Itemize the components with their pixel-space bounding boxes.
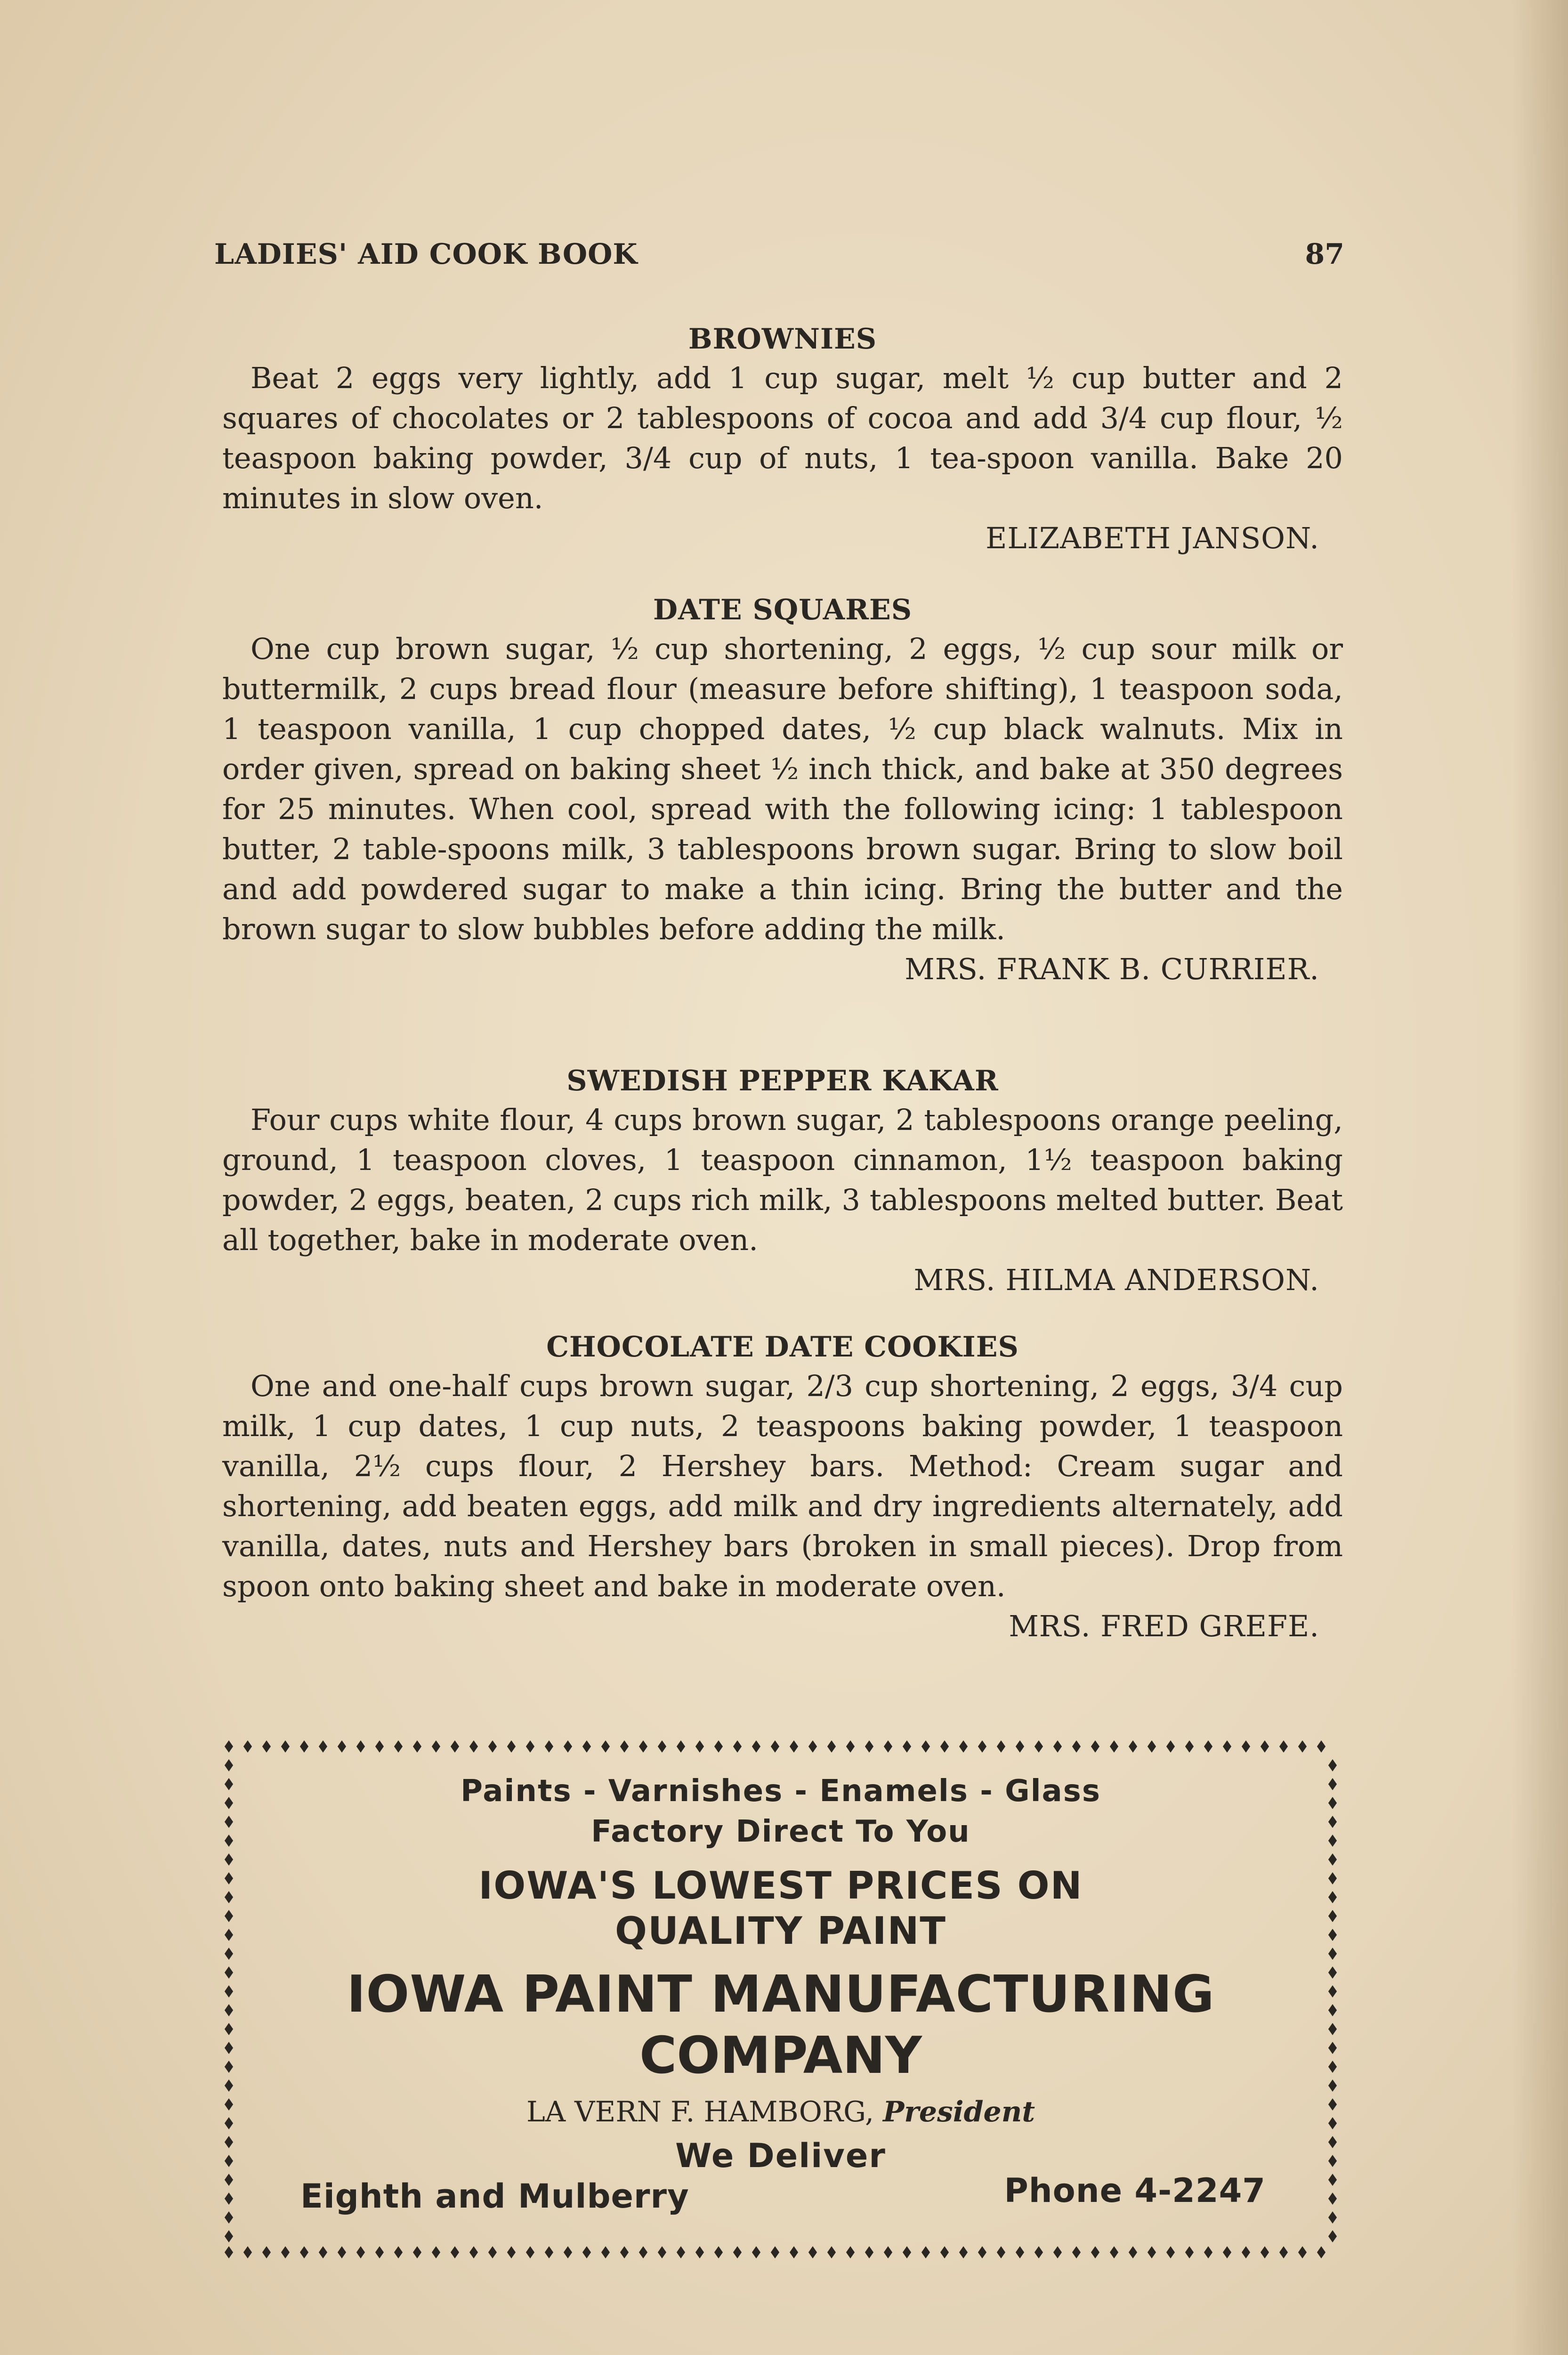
border-diamond <box>1328 2098 1337 2111</box>
recipe-author: MRS. FRED GREFE. <box>1009 1609 1319 1643</box>
border-diamond <box>1072 1740 1081 1753</box>
border-diamond <box>582 1740 591 1753</box>
border-diamond <box>959 1740 968 1753</box>
border-diamond <box>997 2246 1005 2258</box>
ad-deliver: We Deliver <box>675 2136 886 2175</box>
border-diamond <box>865 2246 873 2258</box>
border-diamond <box>1279 2246 1288 2258</box>
border-diamond <box>1328 1872 1337 1884</box>
border-diamond <box>488 1740 497 1753</box>
border-diamond <box>658 2246 666 2258</box>
border-diamond <box>695 2246 704 2258</box>
border-diamond <box>1328 2117 1337 2129</box>
border-diamond <box>582 2246 591 2258</box>
recipe-body: One cup brown sugar, ½ cup shortening, 2 eggs, ½ cup sour milk or buttermilk, 2 cups bread flour (measure before shifting), 1 teaspoon soda, 1 teaspoon vanilla, 1 cup chopped dates, ½ cup black walnuts. Mix in order given, spread on baking sheet ½ inch thick, and bake at 350 degrees for 25 minutes. When cool, spread with the following icing: 1 tablespoon butter, 2 table-spoons milk, 3 tablespoons brown sugar. Bring to slow boil and add powdered sugar to make a thin icing. Bring the butter and the brown sugar to slow bubbles before adding the milk. <box>222 632 1343 946</box>
border-diamond <box>225 2246 233 2258</box>
border-diamond <box>225 1853 233 1866</box>
recipe-brownies <box>222 320 1343 558</box>
ad-president-role: President <box>883 2095 1035 2128</box>
border-diamond <box>507 1740 516 1753</box>
border-diamond <box>601 1740 610 1753</box>
border-diamond <box>432 2246 440 2258</box>
ad-contact-row <box>249 2171 1313 2224</box>
border-diamond <box>978 1740 986 1753</box>
border-diamond <box>677 1740 685 1753</box>
border-diamond <box>1279 1740 1288 1753</box>
border-diamond <box>243 2246 252 2258</box>
border-diamond <box>1328 1759 1337 1771</box>
recipe-body: Four cups white flour, 4 cups brown sugar, 2 tablespoons orange peeling, ground, 1 teaspoon cloves, 1 teaspoon cinnamon, 1½ teaspoon baking powder, 2 eggs, beaten, 2 cups rich milk, 3 tablespoons melted butter. Beat all together, bake in moderate oven. <box>222 1103 1343 1257</box>
border-diamond <box>413 1740 421 1753</box>
border-diamond <box>1148 1740 1156 1753</box>
border-diamond <box>695 1740 704 1753</box>
border-diamond <box>1053 1740 1062 1753</box>
border-diamond <box>827 2246 836 2258</box>
border-diamond <box>752 1740 760 1753</box>
border-diamond <box>1242 2246 1250 2258</box>
border-diamond <box>1016 1740 1024 1753</box>
border-diamond <box>564 1740 572 1753</box>
border-diamond <box>225 2174 233 2186</box>
border-diamond <box>225 2155 233 2167</box>
border-diamond <box>658 1740 666 1753</box>
border-diamond <box>1035 1740 1043 1753</box>
recipe-author: MRS. HILMA ANDERSON. <box>913 1263 1319 1297</box>
border-diamond <box>1328 2023 1337 2035</box>
border-diamond <box>1328 2042 1337 2054</box>
border-diamond <box>394 1740 403 1753</box>
border-diamond <box>1148 2246 1156 2258</box>
border-diamond <box>884 2246 892 2258</box>
border-diamond <box>1317 1740 1326 1753</box>
recipe-body: Beat 2 eggs very lightly, add 1 cup sugar, melt ½ cup butter and 2 squares of chocolates or 2 tablespoons of cocoa and add 3/4 cup flour, ½ teaspoon baking powder, 3/4 cup of nuts, 1 tea-spoon vanilla. Bake 20 minutes in slow oven. <box>222 361 1343 515</box>
border-diamond <box>225 1966 233 1979</box>
border-diamond <box>1328 2230 1337 2242</box>
border-diamond <box>1328 1891 1337 1903</box>
border-diamond <box>375 1740 384 1753</box>
border-diamond <box>1110 2246 1118 2258</box>
border-diamond <box>808 1740 817 1753</box>
ad-quality-line: QUALITY PAINT <box>614 1909 946 1953</box>
border-diamond <box>921 2246 930 2258</box>
border-diamond <box>884 1740 892 1753</box>
border-diamond <box>639 1740 647 1753</box>
border-diamond <box>639 2246 647 2258</box>
border-diamond <box>1328 2079 1337 2092</box>
border-diamond <box>620 1740 629 1753</box>
border-diamond <box>225 1910 233 1922</box>
border-diamond <box>225 2136 233 2148</box>
border-diamond <box>714 2246 723 2258</box>
recipe-chocolate-date-cookies <box>222 1328 1343 1646</box>
recipe-title: SWEDISH PEPPER KAKAR <box>566 1064 999 1097</box>
border-diamond <box>319 1740 327 1753</box>
border-diamond <box>1129 1740 1137 1753</box>
border-diamond <box>225 2061 233 2073</box>
recipe-title: BROWNIES <box>688 323 877 356</box>
border-diamond <box>733 2246 742 2258</box>
border-diamond <box>356 2246 365 2258</box>
border-diamond <box>1328 1853 1337 1866</box>
border-diamond <box>1328 2004 1337 2016</box>
border-diamond <box>469 2246 478 2258</box>
recipe-swedish-pepper-kakar <box>222 1062 1343 1300</box>
advertisement-box <box>220 1738 1341 2261</box>
book-title: LADIES' AID COOK BOOK <box>214 238 638 271</box>
border-diamond <box>601 2246 610 2258</box>
border-diamond <box>1328 1816 1337 1828</box>
recipe-author: MRS. FRANK B. CURRIER. <box>905 952 1319 986</box>
recipe-author: ELIZABETH JANSON. <box>986 521 1319 555</box>
border-diamond <box>225 2193 233 2205</box>
border-diamond <box>1328 1910 1337 1922</box>
ad-address: Eighth and Mulberry <box>300 2177 689 2216</box>
border-diamond <box>225 2042 233 2054</box>
border-diamond <box>225 2098 233 2111</box>
border-diamond <box>921 1740 930 1753</box>
ad-president-name: LA VERN F. HAMBORG, <box>526 2095 874 2128</box>
border-diamond <box>1016 2246 1024 2258</box>
border-diamond <box>564 2246 572 2258</box>
border-diamond <box>225 2023 233 2035</box>
border-diamond <box>752 2246 760 2258</box>
border-diamond <box>1261 1740 1269 1753</box>
border-diamond <box>1223 1740 1231 1753</box>
border-diamond <box>1185 2246 1194 2258</box>
border-diamond <box>620 2246 629 2258</box>
border-diamond <box>1328 2193 1337 2205</box>
border-diamond <box>225 2211 233 2224</box>
border-diamond <box>451 1740 459 1753</box>
border-diamond <box>545 2246 553 2258</box>
border-diamond <box>225 2079 233 2092</box>
page-number: 87 <box>1305 238 1344 271</box>
border-diamond <box>300 1740 308 1753</box>
border-diamond <box>1328 2211 1337 2224</box>
border-diamond <box>356 1740 365 1753</box>
border-diamond <box>1328 2155 1337 2167</box>
border-diamond <box>300 2246 308 2258</box>
border-diamond <box>1053 2246 1062 2258</box>
recipe-title: DATE SQUARES <box>653 593 913 626</box>
border-diamond <box>1204 2246 1212 2258</box>
ad-products-line: Paints - Varnishes - Enamels - Glass <box>461 1774 1101 1809</box>
border-diamond <box>225 1948 233 1960</box>
ad-company-name-2: COMPANY <box>639 2026 922 2085</box>
border-diamond <box>903 2246 911 2258</box>
advertisement-content <box>249 1771 1313 2242</box>
border-diamond <box>451 2246 459 2258</box>
border-diamond <box>225 1797 233 1809</box>
border-diamond <box>1166 1740 1175 1753</box>
border-diamond <box>225 1740 233 1753</box>
border-diamond <box>1328 1835 1337 1847</box>
border-diamond <box>1298 1740 1307 1753</box>
border-diamond <box>1129 2246 1137 2258</box>
border-diamond <box>225 1759 233 1771</box>
border-diamond <box>1328 1797 1337 1809</box>
border-diamond <box>865 1740 873 1753</box>
border-diamond <box>808 2246 817 2258</box>
border-diamond <box>1328 1778 1337 1790</box>
border-diamond <box>733 1740 742 1753</box>
border-diamond <box>526 1740 534 1753</box>
border-diamond <box>507 2246 516 2258</box>
border-diamond <box>677 2246 685 2258</box>
border-diamond <box>319 2246 327 2258</box>
ad-president <box>249 2089 1313 2135</box>
border-diamond <box>940 2246 949 2258</box>
border-diamond <box>338 2246 346 2258</box>
border-diamond <box>790 2246 798 2258</box>
border-diamond <box>1185 1740 1194 1753</box>
border-diamond <box>997 1740 1005 1753</box>
border-diamond <box>1328 1948 1337 1960</box>
border-diamond <box>1166 2246 1175 2258</box>
border-diamond <box>262 1740 271 1753</box>
page-edge-shadow <box>1511 0 1568 2355</box>
border-diamond <box>281 1740 290 1753</box>
border-diamond <box>1328 2174 1337 2186</box>
border-diamond <box>225 1891 233 1903</box>
border-diamond <box>281 2246 290 2258</box>
border-diamond <box>1091 2246 1099 2258</box>
border-diamond <box>225 2004 233 2016</box>
border-diamond <box>243 1740 252 1753</box>
border-diamond <box>771 1740 779 1753</box>
border-diamond <box>846 2246 855 2258</box>
border-diamond <box>1091 1740 1099 1753</box>
border-diamond <box>1261 2246 1269 2258</box>
border-diamond <box>903 1740 911 1753</box>
border-diamond <box>1328 1929 1337 1941</box>
border-diamond <box>940 1740 949 1753</box>
border-diamond <box>394 2246 403 2258</box>
border-diamond <box>225 1985 233 1998</box>
border-diamond <box>1110 1740 1118 1753</box>
border-diamond <box>1328 1966 1337 1979</box>
border-diamond <box>790 1740 798 1753</box>
border-diamond <box>545 1740 553 1753</box>
border-diamond <box>225 1816 233 1828</box>
border-diamond <box>1317 2246 1326 2258</box>
border-diamond <box>375 2246 384 2258</box>
recipe-body: One and one-half cups brown sugar, 2/3 cup shortening, 2 eggs, 3/4 cup milk, 1 cup dates, 1 cup nuts, 2 teaspoons baking powder, 1 teaspoon vanilla, 2½ cups flour, 2 Hershey bars. Method: Cream sugar and shortening, add beaten eggs, add milk and dry ingredients alternately, add vanilla, dates, nuts and Hershey bars (broken in small pieces). Drop from spoon onto baking sheet and bake in moderate oven. <box>222 1369 1343 1603</box>
border-diamond <box>1035 2246 1043 2258</box>
recipe-date-squares <box>222 591 1343 989</box>
border-diamond <box>1072 2246 1081 2258</box>
border-diamond <box>827 1740 836 1753</box>
border-diamond <box>225 2117 233 2129</box>
running-head <box>214 238 1344 276</box>
border-diamond <box>225 1835 233 1847</box>
border-diamond <box>1328 2136 1337 2148</box>
border-diamond <box>225 1929 233 1941</box>
border-diamond <box>225 2230 233 2242</box>
border-diamond <box>413 2246 421 2258</box>
border-diamond <box>1298 2246 1307 2258</box>
border-diamond <box>469 1740 478 1753</box>
ad-prices-line: IOWA'S LOWEST PRICES ON <box>478 1864 1083 1908</box>
border-diamond <box>1223 2246 1231 2258</box>
border-diamond <box>714 1740 723 1753</box>
border-diamond <box>1242 1740 1250 1753</box>
ad-company-name: IOWA PAINT MANUFACTURING <box>347 1965 1215 2024</box>
border-diamond <box>262 2246 271 2258</box>
ad-factory-line: Factory Direct To You <box>591 1814 970 1849</box>
border-diamond <box>846 1740 855 1753</box>
border-diamond <box>526 2246 534 2258</box>
border-diamond <box>488 2246 497 2258</box>
border-diamond <box>225 1778 233 1790</box>
recipe-title: CHOCOLATE DATE COOKIES <box>546 1331 1019 1364</box>
border-diamond <box>1204 1740 1212 1753</box>
ad-phone: Phone 4-2247 <box>1004 2171 1266 2210</box>
border-diamond <box>1328 2061 1337 2073</box>
border-diamond <box>771 2246 779 2258</box>
border-diamond <box>338 1740 346 1753</box>
border-diamond <box>978 2246 986 2258</box>
border-diamond <box>432 1740 440 1753</box>
border-diamond <box>1328 1985 1337 1998</box>
border-diamond <box>959 2246 968 2258</box>
border-diamond <box>225 1872 233 1884</box>
